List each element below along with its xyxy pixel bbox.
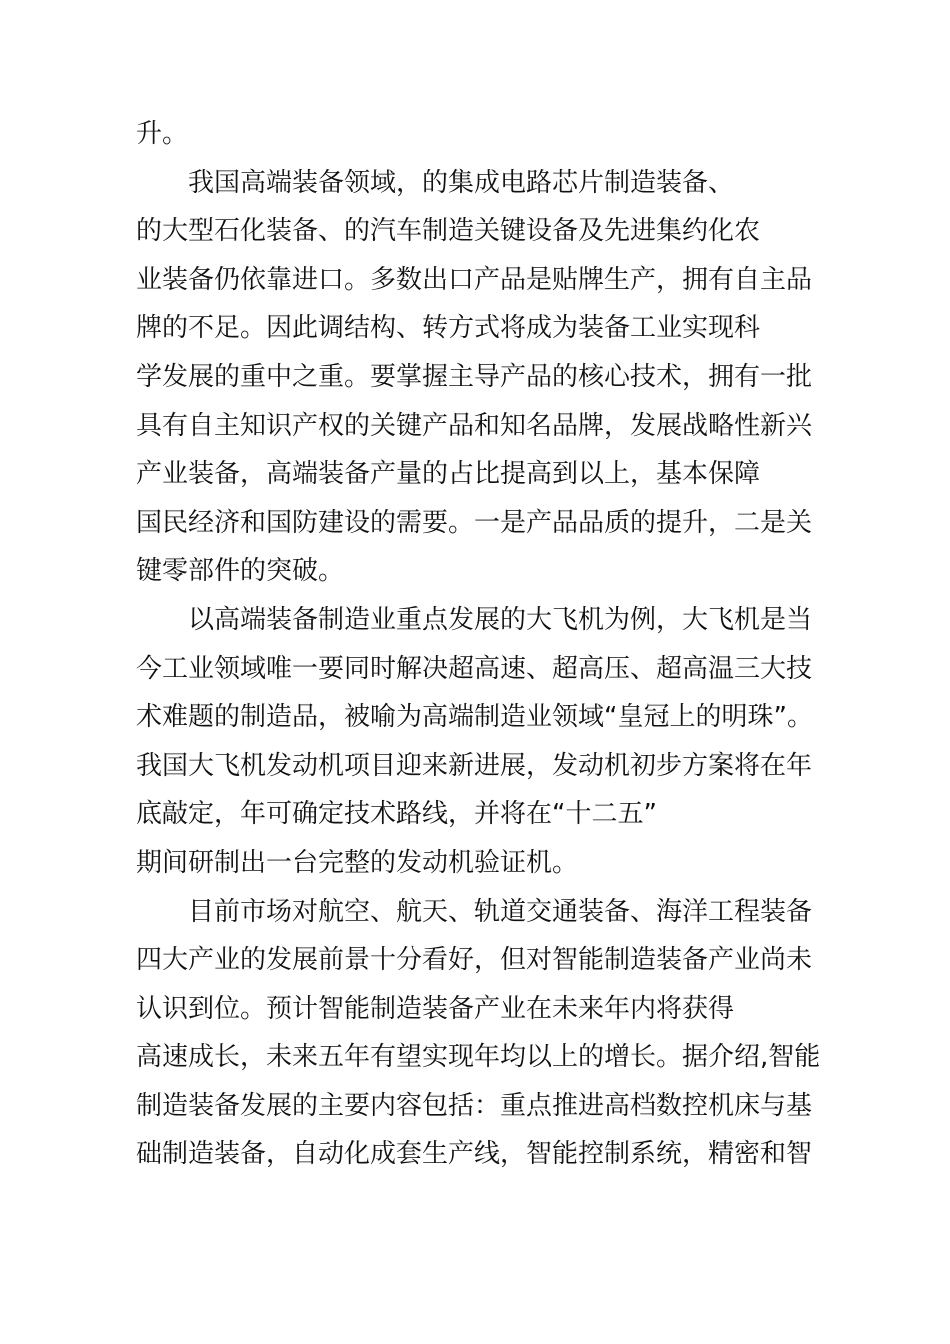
- text-line: 期间研制出一台完整的发动机验证机。: [136, 847, 579, 878]
- text-line: 国民经济和国防建设的需要。一是产品品质的提升，二是关: [136, 507, 813, 538]
- text-line: 学发展的重中之重。要掌握主导产品的核心技术，拥有一批: [136, 361, 813, 392]
- text-line: 我国高端装备领域，的集成电路芯片制造装备、: [188, 167, 735, 198]
- text-line: 础制造装备，自动化成套生产线，智能控制系统，精密和智: [136, 1139, 813, 1170]
- text-line: 高速成长，未来五年有望实现年均以上的增长。据介绍,智能: [136, 1042, 821, 1073]
- text-line: 我国大飞机发动机项目迎来新进展，发动机初步方案将在年: [136, 750, 813, 781]
- text-line: 键零部件的突破。: [136, 556, 345, 587]
- text-line: 制造装备发展的主要内容包括：重点推进高档数控机床与基: [136, 1090, 813, 1121]
- text-line: 术难题的制造品，被喻为高端制造业领域“皇冠上的明珠”。: [136, 702, 813, 733]
- text-line: 牌的不足。因此调结构、转方式将成为装备工业实现科: [136, 313, 761, 344]
- text-line: 产业装备，高端装备产量的占比提高到以上，基本保障: [136, 459, 761, 490]
- text-line: 具有自主知识产权的关键产品和知名品牌，发展战略性新兴: [136, 410, 813, 441]
- text-line: 的大型石化装备、的汽车制造关键设备及先进集约化农: [136, 216, 761, 247]
- text-line: 升。: [136, 119, 189, 149]
- text-line: 以高端装备制造业重点发展的大飞机为例，大飞机是当: [188, 604, 813, 635]
- text-line: 目前市场对航空、航天、轨道交通装备、海洋工程装备: [188, 896, 813, 927]
- text-line: 认识到位。预计智能制造装备产业在未来年内将获得: [136, 993, 735, 1024]
- text-line: 今工业领域唯一要同时解决超高速、超高压、超高温三大技: [136, 653, 813, 684]
- text-line: 业装备仍依靠进口。多数出口产品是贴牌生产，拥有自主品: [136, 264, 813, 295]
- text-line: 底敲定，年可确定技术路线，并将在“十二五”: [136, 799, 657, 830]
- text-line: 四大产业的发展前景十分看好，但对智能制造装备产业尚未: [136, 945, 813, 976]
- document-body-text: [136, 110, 826, 1179]
